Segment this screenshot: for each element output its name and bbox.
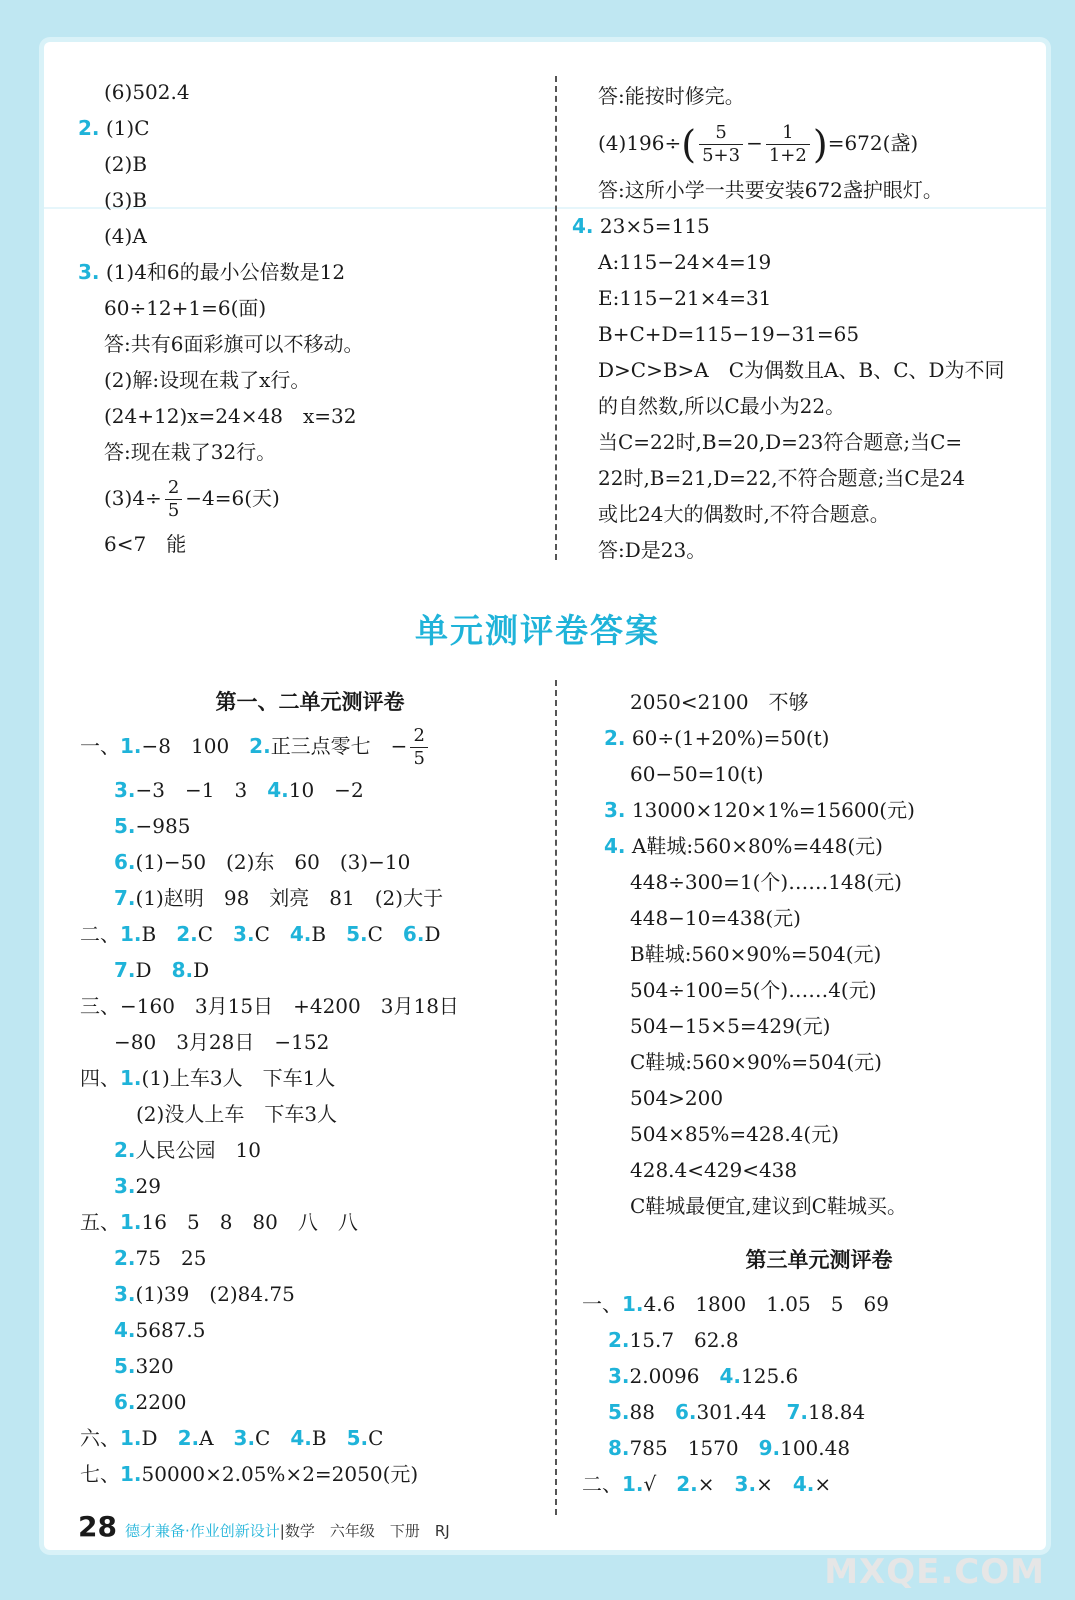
answer-line: 448−10=438(元) — [630, 906, 801, 930]
footer-separator: | — [279, 1522, 285, 1540]
answer-line: E:115−21×4=31 — [598, 286, 772, 310]
answer-text: (1)上车3人 下车1人 — [141, 1066, 336, 1090]
answer-text: −8 100 — [141, 734, 230, 758]
question-number: 6. — [114, 850, 136, 874]
answer-line — [80, 1060, 540, 1096]
answer-line — [114, 1132, 540, 1168]
question-number: 5. — [114, 814, 136, 838]
question-number: 3. — [114, 1282, 136, 1306]
question-number: 5. — [346, 922, 368, 946]
answer-line — [80, 916, 540, 952]
answer-line — [608, 1430, 1034, 1466]
answer-text: (1)−50 (2)东 60 (3)−10 — [135, 850, 411, 874]
answer-line: 428.4<429<438 — [630, 1158, 798, 1182]
answer-text: 301.44 — [696, 1400, 767, 1424]
answer-text: × — [756, 1472, 773, 1496]
answer-line — [598, 114, 1005, 172]
question-number: 4. — [572, 214, 594, 238]
brand-name: 德才兼备·作业创新设计 — [124, 1522, 280, 1540]
question-number: 6. — [402, 922, 425, 946]
column-divider — [555, 76, 557, 560]
answer-line — [80, 1204, 540, 1240]
denominator: 1+2 — [768, 145, 807, 166]
answer-text: −3 −1 3 — [135, 778, 248, 802]
answer-text: 100.48 — [780, 1436, 851, 1460]
answer-text: (1)39 (2)84.75 — [135, 1282, 295, 1306]
answer-text: 13000×120×1%=15600(元) — [631, 798, 915, 822]
answer-text: B — [311, 1426, 327, 1450]
denominator: 5 — [413, 748, 425, 769]
numerator: 1 — [766, 122, 810, 145]
question-number: 2. — [249, 734, 271, 758]
section-number: 四、 — [80, 1066, 120, 1090]
question-number: 2. — [114, 1246, 136, 1270]
question-number: 1. — [120, 734, 142, 758]
answer-text: 人民公园 10 — [135, 1138, 261, 1162]
answer-text: 10 −2 — [288, 778, 364, 802]
answer-line — [80, 988, 540, 1024]
answer-text: 125.6 — [741, 1364, 799, 1388]
answer-line: (3)B — [104, 188, 148, 212]
answer-line: (2)没人上车 下车3人 — [136, 1102, 338, 1126]
answer-line: 的自然数,所以C最小为22。 — [598, 394, 846, 418]
question-number: 1. — [120, 1426, 142, 1450]
numerator: 2 — [165, 477, 182, 500]
question-number: 1. — [622, 1472, 644, 1496]
answer-text: D — [135, 958, 152, 982]
question-number: 4. — [267, 778, 289, 802]
answer-text: 320 — [135, 1354, 174, 1378]
answer-text: 50000×2.05%×2=2050(元) — [141, 1462, 419, 1486]
answer-line — [608, 1322, 1034, 1358]
section-number: 六、 — [80, 1426, 120, 1450]
answer-text: (1)C — [105, 116, 150, 140]
watermark: MXQE.COM — [824, 1552, 1045, 1592]
answer-text: (1)4和6的最小公倍数是12 — [105, 260, 346, 284]
section-number: 七、 — [80, 1462, 120, 1486]
answer-line — [582, 1286, 1034, 1322]
fraction — [410, 725, 427, 770]
question-number: 5. — [114, 1354, 136, 1378]
question-number: 4. — [719, 1364, 742, 1388]
answer-line: (6)502.4 — [104, 80, 190, 104]
answer-line — [114, 808, 540, 844]
left-paren: ( — [681, 122, 697, 167]
question-number: 5. — [608, 1400, 630, 1424]
answer-line — [78, 110, 363, 146]
answer-line: 2050<2100 不够 — [630, 690, 809, 714]
minus-sign: − — [746, 131, 763, 155]
answer-line: 当C=22时,B=20,D=23符合题意;当C= — [598, 430, 963, 454]
fraction — [165, 477, 182, 522]
footer-subject: 数学 六年级 下册 RJ — [284, 1522, 450, 1540]
question-number: 1. — [120, 1462, 142, 1486]
answer-text: √ — [643, 1472, 657, 1496]
section-number: 三、 — [80, 994, 120, 1018]
answer-line — [114, 1240, 540, 1276]
answer-text: (1)赵明 98 刘亮 81 (2)大于 — [135, 886, 444, 910]
answer-text: 18.84 — [807, 1400, 866, 1424]
question-number: 1. — [120, 1066, 142, 1090]
section-number: 二、 — [80, 922, 120, 946]
answer-text: 60÷(1+20%)=50(t) — [631, 726, 830, 750]
question-number: 6. — [674, 1400, 697, 1424]
answer-text: 23×5=115 — [599, 214, 710, 238]
answer-line: (24+12)x=24×48 x=32 — [104, 404, 357, 428]
denominator: 5+3 — [702, 145, 741, 166]
answer-text: (4)196÷ — [598, 131, 682, 155]
answer-line — [78, 254, 363, 290]
answer-line — [114, 1276, 540, 1312]
answer-line: 448÷300=1(个)……148(元) — [630, 870, 902, 894]
answer-text: 2.0096 — [629, 1364, 700, 1388]
answer-text: 75 25 — [135, 1246, 207, 1270]
answer-text: 88 — [629, 1400, 655, 1424]
answer-line: 6<7 能 — [104, 532, 187, 556]
question-number: 3. — [114, 1174, 136, 1198]
numerator: 2 — [410, 725, 427, 748]
question-number: 2. — [176, 922, 198, 946]
question-number: 6. — [114, 1390, 136, 1414]
answer-line: 504÷100=5(个)……4(元) — [630, 978, 877, 1002]
answer-text: × — [814, 1472, 832, 1496]
question-number: 1. — [622, 1292, 644, 1316]
answer-line: A:115−24×4=19 — [598, 250, 772, 274]
top-right-column — [572, 78, 1005, 568]
section-number: 五、 — [80, 1210, 120, 1234]
answer-line — [582, 1466, 1034, 1502]
answer-text: A鞋城:560×80%=448(元) — [631, 834, 883, 858]
question-number: 4. — [290, 1426, 312, 1450]
answer-line: 答:D是23。 — [598, 538, 707, 562]
answer-line: 60−50=10(t) — [630, 762, 764, 786]
answer-line — [114, 880, 540, 916]
answer-text: C — [197, 922, 214, 946]
question-number: 3. — [734, 1472, 757, 1496]
answer-line: C鞋城最便宜,建议到C鞋城买。 — [630, 1194, 907, 1218]
question-number: 4. — [289, 922, 312, 946]
question-number: 2. — [78, 116, 100, 140]
question-number: 7. — [786, 1400, 808, 1424]
question-number: 3. — [604, 798, 626, 822]
answer-text: C — [367, 922, 383, 946]
question-number: 8. — [171, 958, 194, 982]
answer-text: 4.6 1800 1.05 5 69 — [643, 1292, 889, 1316]
question-number: 3. — [78, 260, 100, 284]
answer-line — [114, 1312, 540, 1348]
answer-line: B+C+D=115−19−31=65 — [598, 322, 860, 346]
answer-text: D — [141, 1426, 158, 1450]
answer-line: 504>200 — [630, 1086, 724, 1110]
answer-line: C鞋城:560×90%=504(元) — [630, 1050, 882, 1074]
answer-line: 22时,B=21,D=22,不符合题意;当C是24 — [598, 466, 966, 490]
answer-text: =672(盏) — [827, 131, 919, 155]
answer-text: C — [368, 1426, 384, 1450]
question-number: 4. — [604, 834, 626, 858]
answer-line: (2)B — [104, 152, 148, 176]
answer-line — [604, 792, 1034, 828]
answer-text: −4=6(天) — [185, 486, 280, 510]
answer-text: 15.7 62.8 — [629, 1328, 739, 1352]
answer-line: 或比24大的偶数时,不符合题意。 — [598, 502, 890, 526]
answer-text: A — [199, 1426, 214, 1450]
section-number: 一、 — [582, 1292, 622, 1316]
section-title: 第三单元测评卷 — [745, 1248, 893, 1272]
page-footer — [78, 1510, 450, 1543]
answer-line — [114, 772, 540, 808]
question-number: 1. — [120, 1210, 142, 1234]
answer-line — [608, 1394, 1034, 1430]
answer-text: 29 — [135, 1174, 161, 1198]
answer-line: (2)解:设现在栽了x行。 — [104, 368, 311, 392]
question-number: 3. — [608, 1364, 630, 1388]
answer-line: B鞋城:560×90%=504(元) — [630, 942, 882, 966]
answer-line: 答:共有6面彩旗可以不移动。 — [104, 332, 364, 356]
column-divider — [555, 680, 557, 1515]
answer-line — [114, 1348, 540, 1384]
right-paren: ) — [812, 122, 828, 167]
answer-line: 答:现在栽了32行。 — [104, 440, 277, 464]
question-number: 1. — [120, 922, 142, 946]
answer-text: × — [697, 1472, 715, 1496]
question-number: 2. — [676, 1472, 698, 1496]
answer-line: 答:能按时修完。 — [598, 84, 745, 108]
bottom-left-column — [80, 684, 540, 1492]
question-number: 3. — [114, 778, 136, 802]
answer-line — [80, 1456, 540, 1492]
answer-line: −80 3月28日 −152 — [114, 1030, 330, 1054]
answer-line: 60÷12+1=6(面) — [104, 296, 267, 320]
question-number: 2. — [114, 1138, 136, 1162]
question-number: 2. — [604, 726, 626, 750]
denominator: 5 — [167, 500, 180, 521]
answer-line — [80, 720, 540, 772]
answer-line — [114, 1384, 540, 1420]
answer-text: 正三点零七 − — [270, 734, 408, 758]
question-number: 9. — [758, 1436, 781, 1460]
question-number: 2. — [177, 1426, 200, 1450]
answer-line — [114, 952, 540, 988]
section-banner: 单元测评卷答案 — [415, 611, 660, 650]
answer-line: (4)A — [104, 224, 147, 248]
question-number: 2. — [608, 1328, 630, 1352]
answer-line — [608, 1358, 1034, 1394]
answer-line — [104, 470, 363, 526]
answer-text: 5687.5 — [135, 1318, 206, 1342]
answer-line — [80, 1420, 540, 1456]
section-number: 一、 — [80, 734, 120, 758]
question-number: 4. — [114, 1318, 136, 1342]
question-number: 3. — [233, 922, 255, 946]
answer-text: D — [193, 958, 210, 982]
answer-text: B — [311, 922, 327, 946]
page-number: 28 — [78, 1510, 117, 1543]
question-number: 3. — [233, 1426, 256, 1450]
answer-text: (3)4÷ — [104, 486, 162, 510]
answer-text: 785 1570 — [629, 1436, 739, 1460]
question-number: 4. — [792, 1472, 815, 1496]
top-left-column — [78, 74, 364, 562]
bottom-right-column — [582, 684, 1034, 1502]
question-number: 7. — [114, 958, 136, 982]
answer-line — [572, 208, 1005, 244]
answer-line — [114, 844, 540, 880]
question-number: 5. — [346, 1426, 369, 1450]
answer-text: B — [141, 922, 157, 946]
answer-text: 2200 — [135, 1390, 187, 1414]
answer-text: C — [254, 922, 270, 946]
answer-text: C — [255, 1426, 271, 1450]
answer-line: 答:这所小学一共要安装672盏护眼灯。 — [598, 178, 943, 202]
section-number: 二、 — [582, 1472, 622, 1496]
answer-text: 16 5 8 80 八 八 — [141, 1210, 358, 1234]
answer-text: −160 3月15日 +4200 3月18日 — [120, 994, 459, 1018]
section-title: 第一、二单元测评卷 — [215, 690, 405, 714]
answer-line — [604, 828, 1034, 864]
fraction — [699, 122, 743, 167]
numerator: 5 — [699, 122, 743, 145]
answer-line — [114, 1168, 540, 1204]
answer-line: D>C>B>A C为偶数且A、B、C、D为不同 — [598, 358, 1005, 382]
question-number: 8. — [608, 1436, 630, 1460]
answer-text: −985 — [135, 814, 191, 838]
question-number: 7. — [114, 886, 136, 910]
fraction — [766, 122, 810, 167]
answer-line — [604, 720, 1034, 756]
answer-line: 504×85%=428.4(元) — [630, 1122, 840, 1146]
answer-text: D — [424, 922, 441, 946]
answer-line: 504−15×5=429(元) — [630, 1014, 831, 1038]
